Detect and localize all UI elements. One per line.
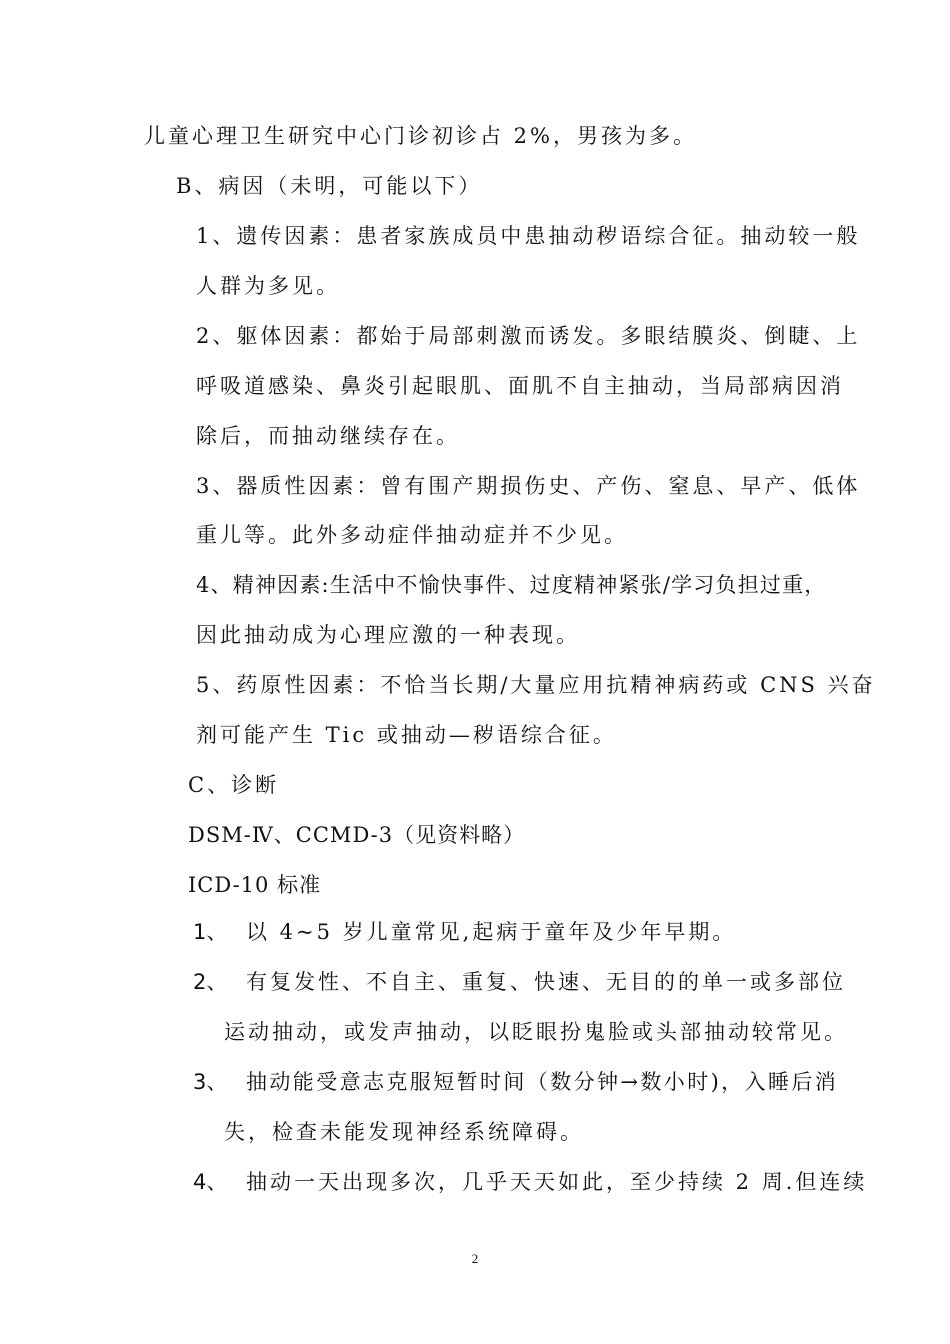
section-heading-diagnosis: C、诊断 <box>188 773 280 797</box>
criterion-text: 抽动能受意志克服短暂时间（数分钟→数小时)，入睡后消 <box>246 1070 839 1094</box>
criterion-text: 以 4~5 岁儿童常见,起病于童年及少年早期。 <box>246 920 737 944</box>
cause-item-line: 2、躯体因素：都始于局部刺激而诱发。多眼结膜炎、倒睫、上 <box>196 324 861 348</box>
section-heading-cause: B、病因（未明，可能以下） <box>176 174 483 198</box>
cause-item-line: 5、药原性因素：不恰当长期/大量应用抗精神病药或 CNS 兴奋 <box>196 673 876 697</box>
cause-item-line: 因此抽动成为心理应激的一种表现。 <box>196 623 580 647</box>
criterion-number: 4、 <box>193 1170 228 1194</box>
cause-item-line: 呼吸道感染、鼻炎引起眼肌、面肌不自主抽动，当局部病因消 <box>196 374 844 398</box>
cause-item-line: 除后，而抽动继续存在。 <box>196 424 460 448</box>
paragraph-line: 儿童心理卫生研究中心门诊初诊占 2%，男孩为多。 <box>144 124 697 148</box>
diagnosis-standards-line: DSM-Ⅳ、CCMD-3（见资料略） <box>188 823 526 847</box>
page-number: 2 <box>471 1251 479 1266</box>
cause-item-line: 剂可能产生 Tic 或抽动—秽语综合征。 <box>196 723 617 747</box>
cause-item-line: 1、遗传因素：患者家族成员中患抽动秽语综合征。抽动较一般 <box>196 224 861 248</box>
cause-item-line: 3、器质性因素：曾有围产期损伤史、产伤、窒息、早产、低体 <box>196 474 861 498</box>
criterion-text: 抽动一天出现多次，几乎天天如此，至少持续 2 周.但连续 <box>246 1170 868 1194</box>
criterion-number: 3、 <box>193 1070 228 1094</box>
criterion-text: 有复发性、不自主、重复、快速、无目的的单一或多部位 <box>246 970 846 994</box>
criterion-text: 失，检查未能发现神经系统障碍。 <box>224 1120 584 1144</box>
criterion-text: 运动抽动，或发声抽动，以眨眼扮鬼脸或头部抽动较常见。 <box>224 1020 848 1044</box>
icd10-heading: ICD-10 标准 <box>188 873 322 897</box>
criterion-number: 2、 <box>193 970 228 994</box>
criterion-number: 1、 <box>193 920 228 944</box>
cause-item-line: 人群为多见。 <box>196 274 340 298</box>
cause-item-line: 4、精神因素:生活中不愉快事件、过度精神紧张/学习负担过重， <box>196 573 827 597</box>
cause-item-line: 重儿等。此外多动症伴抽动症并不少见。 <box>196 523 628 547</box>
